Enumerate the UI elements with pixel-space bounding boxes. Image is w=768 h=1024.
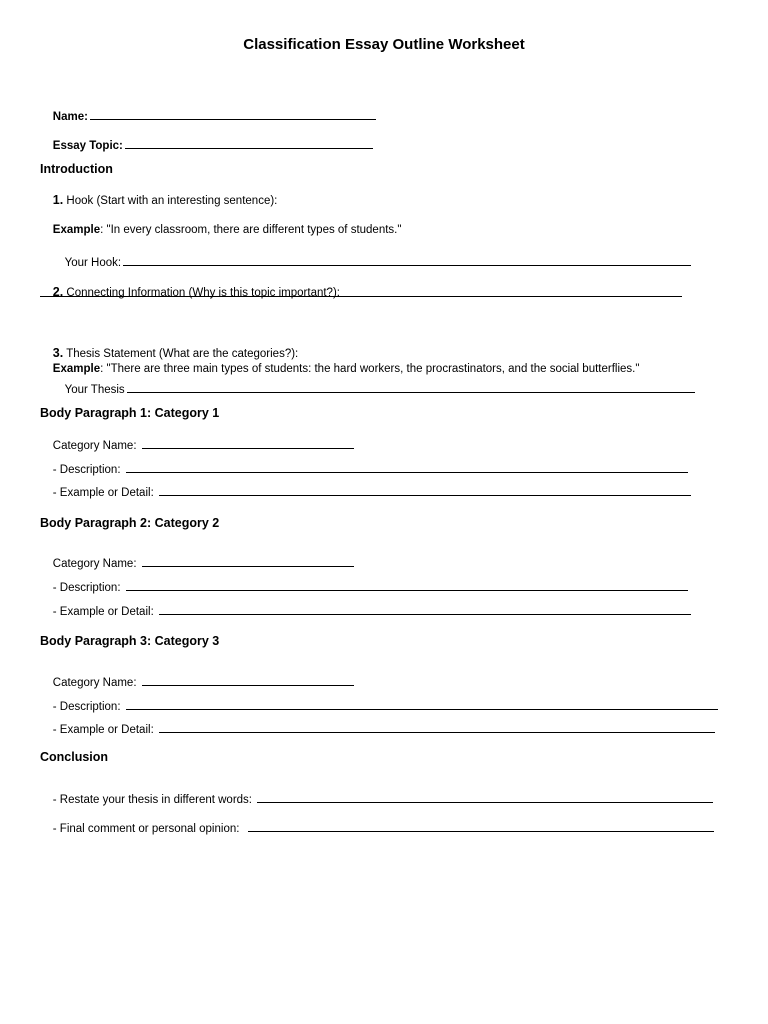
hook-example-text: : "In every classroom, there are different types of students." [100,224,402,236]
topic-label: Essay Topic: [52,140,123,152]
body2-example-row [40,587,691,635]
body2-description-label: - Description: [52,582,121,594]
page-title: Classification Essay Outline Worksheet [243,36,525,53]
body3-category-label: Category Name: [52,677,137,689]
body3-example-row [40,705,715,753]
body3-example-label: - Example or Detail: [52,724,154,736]
hook-example-label: Example [52,224,101,236]
connect-number: 2. [52,285,64,299]
connect-field[interactable] [40,296,682,297]
body2-category-label: Category Name: [52,558,137,570]
body1-heading: Body Paragraph 1: Category 1 [40,406,220,420]
body1-example-field[interactable] [159,483,691,496]
body1-example-label: - Example or Detail: [52,487,154,499]
body1-description-label: - Description: [52,464,121,476]
conclusion-heading: Conclusion [40,750,109,764]
your-thesis-label: Your Thesis [64,384,125,396]
body3-example-field[interactable] [159,720,715,733]
name-field[interactable] [90,107,376,120]
restate-label: - Restate your thesis in different words: [52,794,252,806]
your-hook-label: Your Hook: [64,257,122,269]
body3-description-label: - Description: [52,701,121,713]
topic-field[interactable] [125,136,373,149]
thesis-label: Thesis Statement (What are the categories?): [66,348,299,360]
body1-category-label: Category Name: [52,440,137,452]
your-hook-field[interactable] [123,253,691,266]
connect-prompt [40,270,340,316]
final-comment-label: - Final comment or personal opinion: [52,823,240,835]
connect-label: Connecting Information (Why is this topic important?): [66,287,340,299]
thesis-example-label: Example [52,363,101,375]
restate-field[interactable] [257,790,713,803]
hook-label: Hook (Start with an interesting sentence): [66,195,278,207]
hook-number: 1. [52,193,64,207]
body2-example-field[interactable] [159,602,691,615]
body3-heading: Body Paragraph 3: Category 3 [40,634,220,648]
body2-example-label: - Example or Detail: [52,606,154,618]
name-label: Name: [52,111,88,123]
thesis-example-text: : "There are three main types of students: the hard workers, the procrastinators, and the social butterflies." [100,363,640,375]
body2-heading: Body Paragraph 2: Category 2 [40,516,220,530]
your-thesis-field[interactable] [127,380,695,393]
body1-example-row [40,468,691,516]
final-comment-row [40,804,714,852]
introduction-heading: Introduction [40,162,113,176]
final-comment-field[interactable] [248,819,714,832]
thesis-number: 3. [52,346,64,360]
